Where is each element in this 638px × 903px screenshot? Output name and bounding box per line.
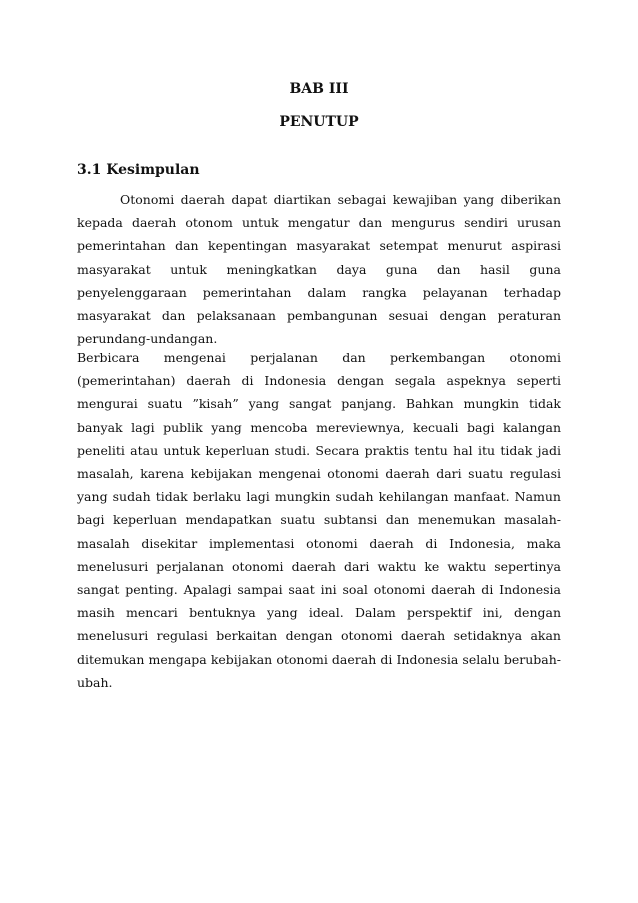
chapter-title: PENUTUP	[279, 114, 359, 130]
paragraph-1: Otonomi daerah dapat diartikan sebagai kewajiban yang diberikan kepada daerah otonom untuk mengatur dan mengurus sendiri urusan pemerintahan dan kepentingan masyarakat setempat menurut aspirasi masyarakat untuk meningkatkan daya guna dan hasil guna penyelenggaraan pemerintahan dalam rangka pelayanan terhadap masyarakat dan pelaksanaan pembangunan sesuai dengan peraturan perundang-undangan.	[77, 192, 561, 347]
paragraph-2: Berbicara mengenai perjalanan dan perkembangan otonomi (pemerintahan) daerah di Indonesia dengan segala aspeknya seperti mengurai suatu ”kisah” yang sangat panjang. Bahkan mungkin tidak banyak lagi publik yang mencoba mereviewnya, kecuali bagi kalangan peneliti atau untuk keperluan studi. Secara praktis tentu hal itu tidak jadi masalah, karena kebijakan mengenai otonomi daerah dari suatu regulasi yang sudah tidak berlaku lagi mungkin sudah kehilangan manfaat. Namun bagi keperluan mendapatkan suatu subtansi dan menemukan masalah-masalah disekitar implementasi otonomi daerah di Indonesia, maka menelusuri perjalanan otonomi daerah dari waktu ke waktu sepertinya sangat penting. Apalagi sampai saat ini soal otonomi daerah di Indonesia masih mencari bentuknya yang ideal. Dalam perspektif ini, dengan menelusuri regulasi berkaitan dengan otonomi daerah setidaknya akan ditemukan mengapa kebijakan otonomi daerah di Indonesia selalu berubah-ubah.	[77, 350, 561, 690]
chapter-number: BAB III	[289, 81, 349, 97]
section-heading: 3.1 Kesimpulan	[77, 162, 200, 178]
